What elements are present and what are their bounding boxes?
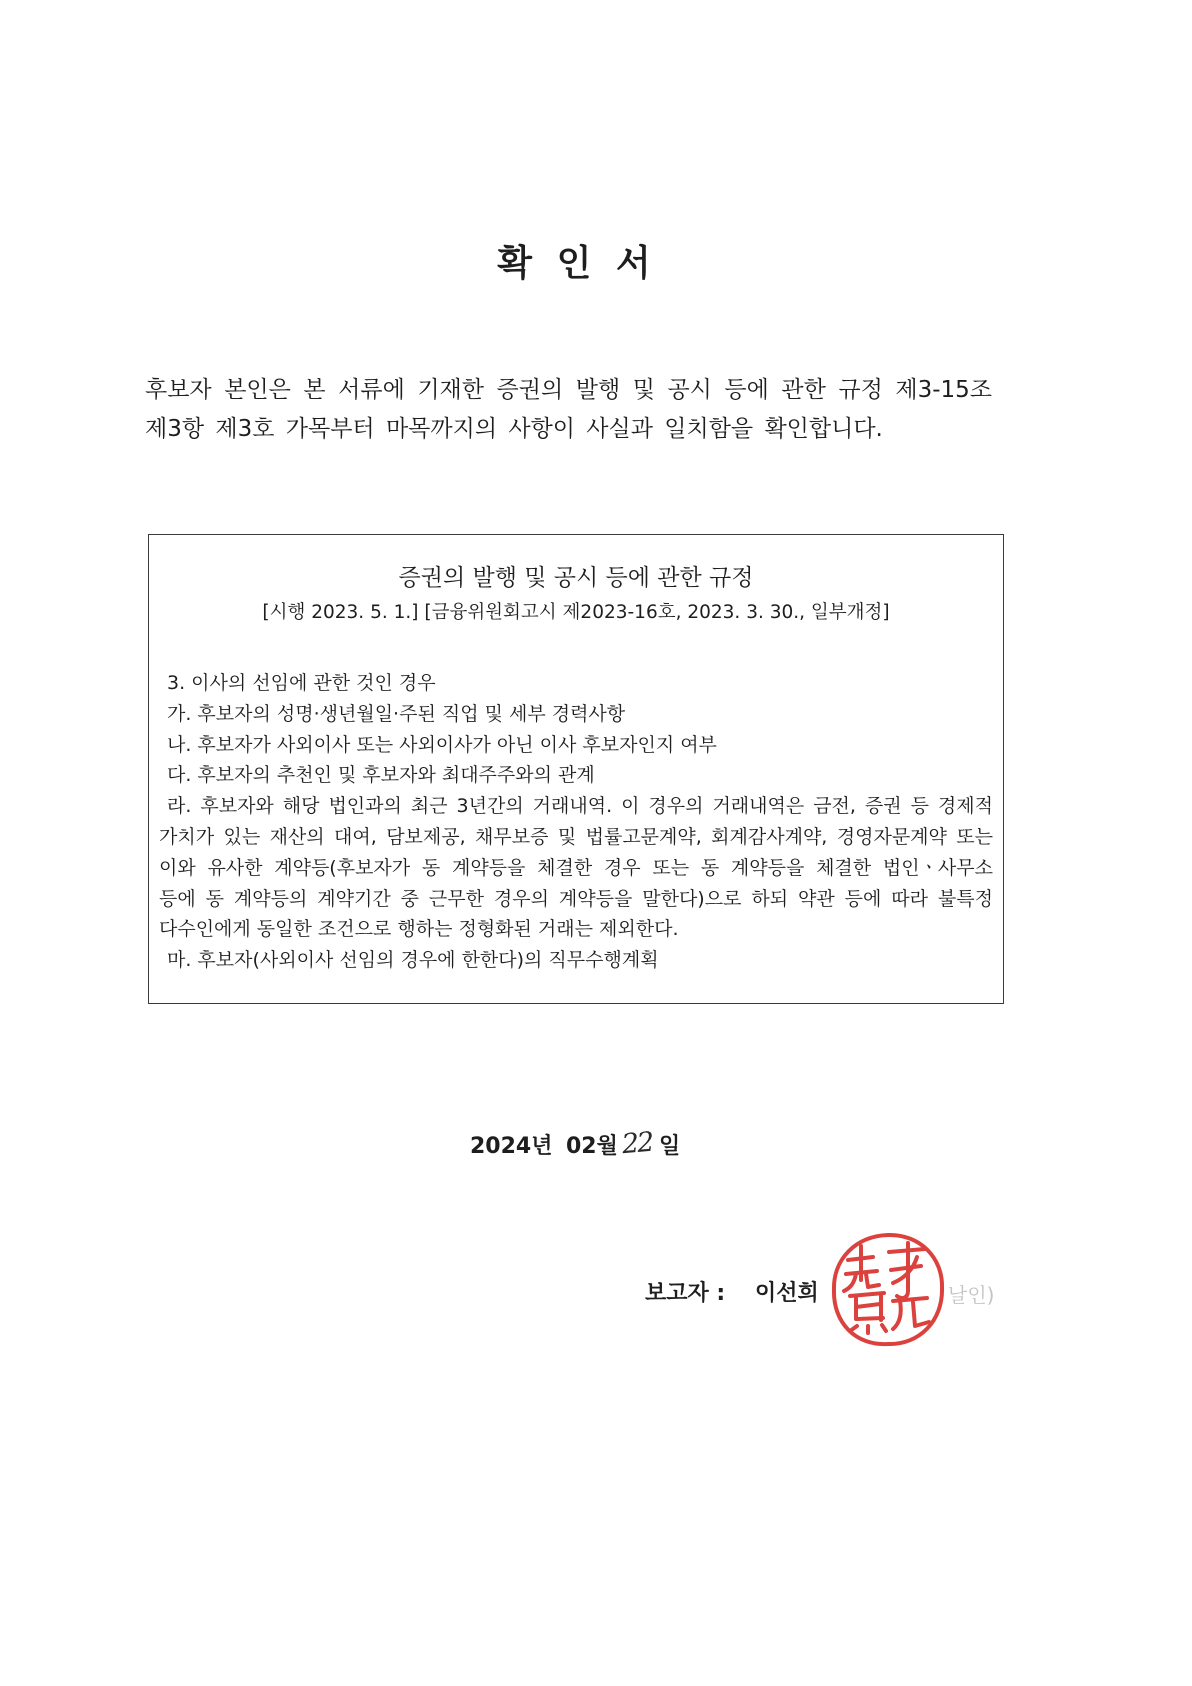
seal-stamp bbox=[828, 1230, 948, 1350]
seal-stroke bbox=[866, 1274, 879, 1287]
seal-stroke bbox=[846, 1271, 877, 1274]
reporter-label: 보고자 : bbox=[645, 1281, 726, 1306]
regulation-line: 이와 유사한 계약등(후보자가 동 계약등을 체결한 경우 또는 동 계약등을 체결한 법인ㆍ사무소 bbox=[159, 857, 993, 879]
regulation-line: 등에 동 계약등의 계약기간 중 근무한 경우의 계약등을 말한다)으로 하되 약관 등에 따라 불특정 bbox=[159, 888, 993, 910]
seal-note: 날인) bbox=[948, 1283, 995, 1307]
date-day-suffix: 일 bbox=[659, 1134, 681, 1159]
regulation-subtitle: [시행 2023. 5. 1.] [금융위원회고시 제2023-16호, 2023. 3. 30., 일부개정] bbox=[262, 602, 890, 623]
seal-stroke bbox=[850, 1326, 857, 1331]
reporter-name: 이선희 bbox=[755, 1281, 819, 1306]
seal-stroke bbox=[882, 1325, 886, 1331]
regulation-line: 가. 후보자의 성명·생년월일·주된 직업 및 세부 경력사항 bbox=[167, 703, 626, 725]
regulation-line: 라. 후보자와 해당 법인과의 최근 3년간의 거래내역. 이 경우의 거래내역은 금전, 증권 등 경제적 bbox=[167, 795, 993, 817]
document-title: 확 인 서 bbox=[497, 243, 657, 284]
statement-line-2: 제3항 제3호 가목부터 마목까지의 사항이 사실과 일치함을 확인합니다. bbox=[145, 416, 883, 442]
regulation-line: 다수인에게 동일한 조건으로 행하는 정형화된 거래는 제외한다. bbox=[159, 918, 679, 940]
seal-stroke bbox=[913, 1302, 929, 1326]
statement-line-1: 후보자 본인은 본 서류에 기재한 증권의 발행 및 공시 등에 관한 규정 제3-15조 bbox=[145, 377, 992, 403]
date-year: 2024년 bbox=[470, 1134, 553, 1159]
seal-stroke bbox=[857, 1318, 883, 1319]
seal-stroke bbox=[844, 1274, 856, 1291]
regulation-title: 증권의 발행 및 공시 등에 관한 규정 bbox=[398, 565, 754, 591]
regulation-line: 가치가 있는 재산의 대여, 담보제공, 채무보증 및 법률고문계약, 회계감사계약, 경영자문계약 또는 bbox=[159, 826, 993, 848]
date-day-handwritten: 22 bbox=[620, 1126, 654, 1161]
seal-stroke bbox=[891, 1266, 921, 1270]
date-month: 02월 bbox=[566, 1134, 618, 1159]
regulation-line: 마. 후보자(사외이사 선임의 경우에 한한다)의 직무수행계획 bbox=[167, 949, 659, 971]
regulation-line: 3. 이사의 선임에 관한 것인 경우 bbox=[167, 672, 436, 694]
seal-stroke bbox=[856, 1304, 880, 1307]
seal-stroke bbox=[893, 1301, 901, 1329]
regulation-line: 나. 후보자가 사외이사 또는 사외이사가 아닌 이사 후보자인지 여부 bbox=[167, 734, 717, 756]
regulation-line: 다. 후보자의 추천인 및 후보자와 최대주주와의 관계 bbox=[167, 764, 595, 786]
